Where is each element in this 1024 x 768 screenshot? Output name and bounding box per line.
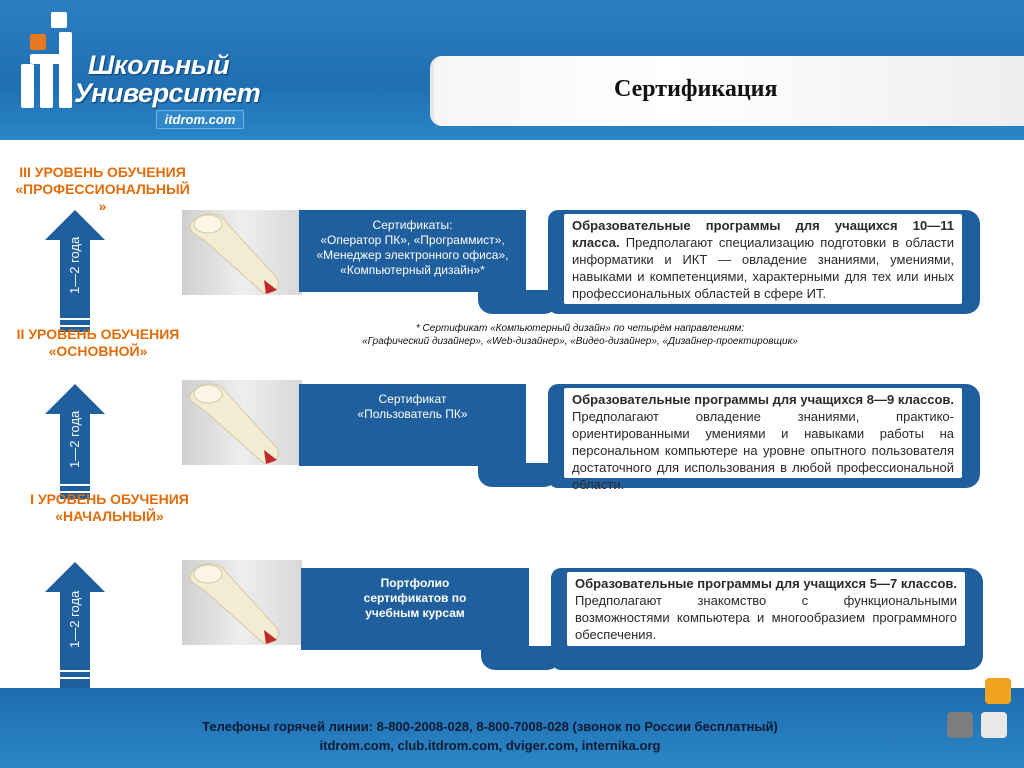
connector-bar [481,646,561,670]
logo-text-line2: Университет [74,78,261,108]
certificate-box [299,384,526,466]
logo-mark-icon [18,12,78,112]
connector-bar [478,290,558,314]
certificate-text: Сертификаты: [372,218,453,232]
footnote [320,322,840,348]
diploma-scroll-icon [182,210,302,295]
edu-program-text [564,214,962,304]
level-label-line: «НАЧАЛЬНЫЙ» [55,508,164,524]
arrow-duration-text: 1—2 года [67,590,82,648]
arrow-duration-text: 1—2 года [67,410,82,468]
footer [0,688,1024,768]
edu-program-desc: Предполагают знакомство с функциональными возможностями компьютера и многообразием программного обеспечения. [575,593,957,642]
certificate-text: Портфолио [380,576,450,590]
footnote-line: «Графический дизайнер», «Web-дизайнер», «Видео-дизайнер», «Дизайнер-проектировщик» [362,336,798,347]
arrow-duration-text: 1—2 года [67,236,82,294]
edu-program-desc: Предполагают овладение знаниями, практико-ориентированными умениями и навыками работы на персональном компьютере на уровне опытного пользователя достаточного для использования в любой профессиональной области. [572,409,954,492]
edu-program-text [567,572,965,646]
certificate-box [301,568,529,650]
level-label-line: I УРОВЕНЬ ОБУЧЕНИЯ [30,491,189,507]
level-label-line: «ПРОФЕССИОНАЛЬНЫЙ [15,181,190,197]
logo[interactable] [18,10,261,127]
level-arrow-up-icon [45,384,105,499]
edu-program-box [548,210,980,314]
level-label-line: II УРОВЕНЬ ОБУЧЕНИЯ [16,326,180,342]
edu-program-box [548,384,980,492]
header [0,0,1024,140]
certificate-text: «Пользователь ПК» [357,407,468,421]
edu-program-title: Образовательные программы для учащихся 10—11 класса. [572,218,954,250]
certificate-text: учебным курсам [365,606,465,620]
logo-site-badge: itdrom.com [156,110,244,129]
diploma-scroll-icon [182,380,302,465]
edu-program-box [551,568,983,670]
certificate-text: Сертификат [378,392,447,406]
edu-program-title: Образовательные программы для учащихся 8—9 классов. [572,392,954,407]
level-label-basic [8,326,188,360]
level-arrow-up-icon [45,562,105,688]
logo-text-line1: Школьный [88,50,230,80]
title-panel [430,56,1024,126]
certificate-text: «Оператор ПК», «Программист», [320,233,505,247]
connector-bar [478,463,558,487]
certificate-text: «Менеджер электронного офиса», [316,248,509,262]
certificate-text: сертификатов по [363,591,467,605]
certificate-text: «Компьютерный дизайн»* [340,263,485,277]
footnote-line: * Сертификат «Компьютерный дизайн» по четырём направлениям: [415,323,745,334]
level-label-line: «ОСНОВНОЙ» [48,343,148,359]
level-label-line: III УРОВЕНЬ ОБУЧЕНИЯ [19,164,186,180]
certificate-box [299,210,526,292]
level-arrow-up-icon [45,210,105,332]
edu-program-desc: Предполагают специализацию подготовки в области информатики и ИКТ — овладение знаниями, умениями, навыками и компетенциями, характерными для тех или иных профессиональных областей в сфере ИТ. [572,235,954,301]
footer-links[interactable]: itdrom.com, club.itdrom.com, dviger.com, internika.org [319,738,661,753]
page-title: Сертификация [614,76,778,102]
hotline-text: Телефоны горячей линии: 8-800-2008-028, 8-800-7008-028 (звонок по России бесплатный) [202,719,778,734]
level-label-professional [10,164,195,215]
edu-program-title: Образовательные программы для учащихся 5—7 классов. [575,576,957,591]
footer-squares-icon [945,678,1015,748]
level-label-line: » [98,198,107,214]
edu-program-text [564,388,962,492]
level-label-initial [22,491,197,525]
diploma-scroll-icon [182,560,302,645]
